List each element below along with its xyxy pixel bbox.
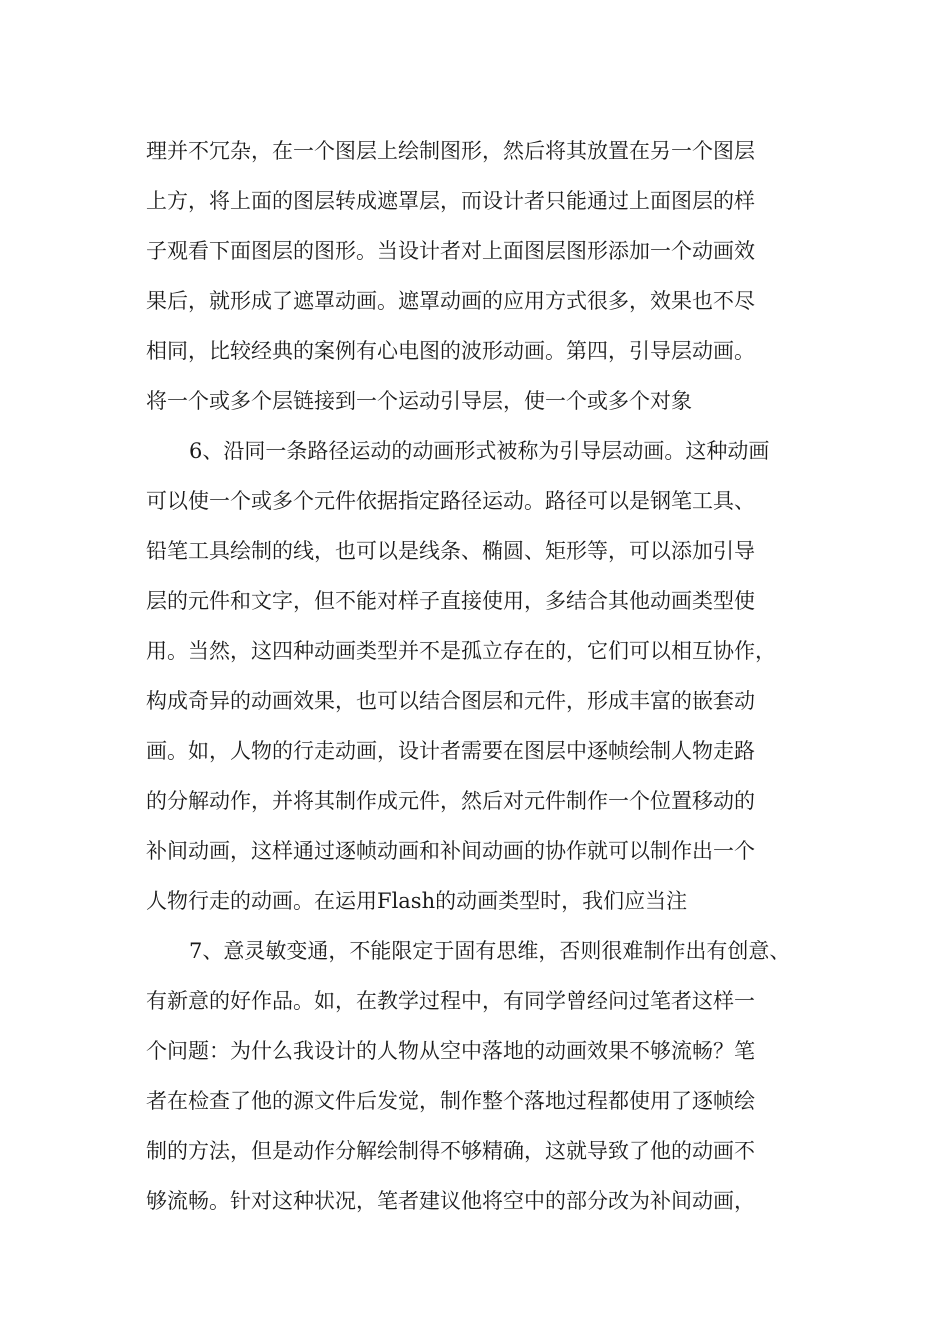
paragraph-line: 的分解动作，并将其制作成元件，然后对元件制作一个位置移动的 (146, 789, 755, 813)
paragraph-line: 够流畅。针对这种状况，笔者建议他将空中的部分改为补间动画， (146, 1189, 755, 1213)
paragraph-line: 制的方法，但是动作分解绘制得不够精确，这就导致了他的动画不 (146, 1139, 755, 1163)
paragraph-line: 6、沿同一条路径运动的动画形式被称为引导层动画。这种动画 (189, 439, 770, 463)
paragraph-line: 用。当然，这四种动画类型并不是孤立存在的，它们可以相互协作， (146, 639, 776, 663)
paragraph-line: 补间动画，这样通过逐帧动画和补间动画的协作就可以制作出一个 (146, 839, 755, 863)
paragraph-line: 理并不冗杂，在一个图层上绘制图形，然后将其放置在另一个图层 (146, 139, 755, 163)
paragraph-line: 果后，就形成了遮罩动画。遮罩动画的应用方式很多，效果也不尽 (146, 289, 755, 313)
paragraph-line: 有新意的好作品。如，在教学过程中，有同学曾经问过笔者这样一 (146, 989, 755, 1013)
paragraph-line: 构成奇异的动画效果，也可以结合图层和元件，形成丰富的嵌套动 (146, 689, 755, 713)
paragraph-line: 相同，比较经典的案例有心电图的波形动画。第四，引导层动画。 (146, 339, 755, 363)
paragraph-line: 可以使一个或多个元件依据指定路径运动。路径可以是钢笔工具、 (146, 489, 755, 513)
paragraph-line: 者在检查了他的源文件后发觉，制作整个落地过程都使用了逐帧绘 (146, 1089, 755, 1113)
paragraph-line: 层的元件和文字，但不能对样子直接使用，多结合其他动画类型使 (146, 589, 755, 613)
paragraph-line: 上方，将上面的图层转成遮罩层，而设计者只能通过上面图层的样 (146, 189, 755, 213)
paragraph-line: 个问题：为什么我设计的人物从空中落地的动画效果不够流畅？笔 (146, 1039, 755, 1063)
paragraph-line: 7、意灵敏变通，不能限定于固有思维，否则很难制作出有创意、 (189, 939, 791, 963)
paragraph-line: 人物行走的动画。在运用Flash的动画类型时，我们应当注 (146, 889, 688, 913)
paragraph-line: 子观看下面图层的图形。当设计者对上面图层图形添加一个动画效 (146, 239, 755, 263)
paragraph-line: 铅笔工具绘制的线，也可以是线条、椭圆、矩形等，可以添加引导 (146, 539, 755, 563)
document-body (146, 126, 836, 1226)
paragraph-line: 画。如，人物的行走动画，设计者需要在图层中逐帧绘制人物走路 (146, 739, 755, 763)
paragraph-line: 将一个或多个层链接到一个运动引导层，使一个或多个对象 (146, 389, 692, 413)
